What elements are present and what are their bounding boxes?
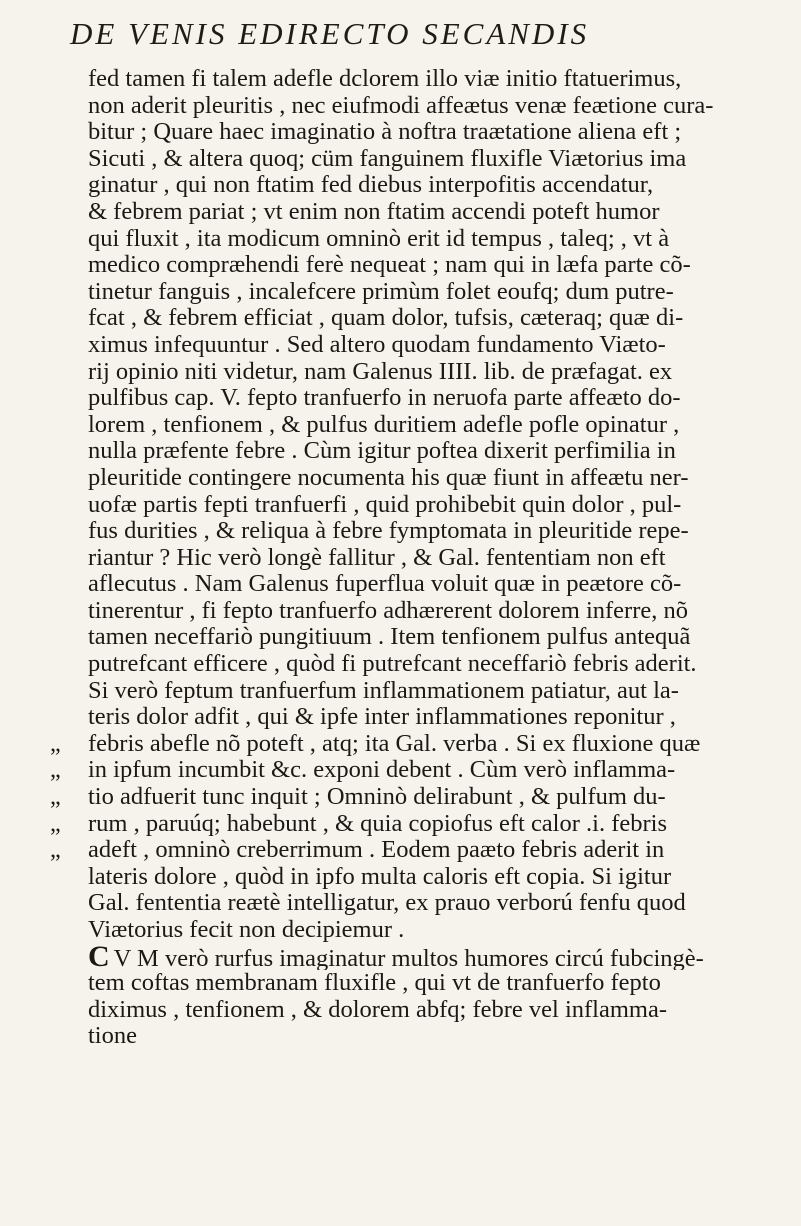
text-line xyxy=(36,305,798,332)
text-line xyxy=(36,651,798,678)
line-text: fcat , & febrem efficiat , quam dolor, tufsis, cæteraq; quæ di- xyxy=(88,305,684,332)
text-line xyxy=(36,970,798,997)
margin-quote-mark: „ xyxy=(50,837,61,864)
text-line xyxy=(36,545,798,572)
text-line xyxy=(36,199,798,226)
line-text: fus durities , & reliqua à febre fymptomata in pleuritide repe- xyxy=(88,518,689,545)
line-text: rum , paruúq; habebunt , & quia copiofus eft calor .i. febris xyxy=(88,810,667,837)
line-text: tinetur fanguis , incalefcere primùm folet eoufq; dum putre- xyxy=(88,278,674,305)
initial-letter: C xyxy=(88,943,110,971)
line-text: lateris dolore , quòd in ipfo multa caloris eft copia. Si igitur xyxy=(88,863,672,890)
line-text: putrefcant efficere , quòd fi putrefcant neceffariò febris aderit. xyxy=(88,651,697,678)
line-text: bitur ; Quare haec imaginatio à noftra traætatione aliena eft ; xyxy=(88,119,682,146)
line-text: nulla præfente febre . Cùm igitur poftea dixerit perfimilia in xyxy=(88,438,676,465)
text-line xyxy=(36,119,798,146)
line-text: riantur ? Hic verò longè fallitur , & Gal. fententiam non eft xyxy=(88,544,666,571)
text-line xyxy=(36,731,798,758)
line-text: Si verò feptum tranfuerfum inflammationem patiatur, aut la- xyxy=(88,677,679,704)
text-line xyxy=(36,624,798,651)
margin-quote-mark: „ xyxy=(50,730,61,757)
line-text: in ipfum incumbit &c. exponi debent . Cùm verò inflamma- xyxy=(88,757,676,784)
text-line xyxy=(36,837,798,864)
line-text: Sicuti , & altera quoq; cüm fanguinem fluxifle Viætorius ima xyxy=(88,145,687,172)
text-line xyxy=(36,332,798,359)
margin-quote-mark: „ xyxy=(50,810,61,837)
text-line xyxy=(36,678,798,705)
line-text: V M verò rurfus imaginatur multos humores circú fubcingè- xyxy=(113,944,704,971)
text-line xyxy=(36,226,798,253)
margin-quote-mark: „ xyxy=(50,784,61,811)
line-text: Gal. fententia reætè intelligatur, ex prauo verború fenfu quod xyxy=(88,890,686,917)
line-text: Viætorius fecit non decipiemur . xyxy=(88,917,405,943)
line-text: tinerentur , fi fepto tranfuerfo adhærerent dolorem inferre, nõ xyxy=(88,597,688,624)
line-text: aflecutus . Nam Galenus fuperflua voluit quæ in peætore cõ- xyxy=(88,571,682,598)
line-text: tione xyxy=(88,1023,137,1050)
line-text: tio adfuerit tunc inquit ; Omninò delirabunt , & pulfum du- xyxy=(88,784,666,811)
text-line xyxy=(36,172,798,199)
line-text: rij opinio niti videtur, nam Galenus IIII. lib. de præfagat. ex xyxy=(88,358,673,385)
line-text: ximus infequuntur . Sed altero quodam fundamento Viæto- xyxy=(88,331,666,358)
text-line xyxy=(36,385,798,412)
text-line xyxy=(36,571,798,598)
margin-quote-mark: „ xyxy=(50,757,61,784)
line-text: & febrem pariat ; vt enim non ftatim accendi poteft humor xyxy=(88,198,660,225)
text-line xyxy=(36,252,798,279)
text-line xyxy=(36,492,798,519)
text-line xyxy=(36,917,798,944)
text-line xyxy=(36,465,798,492)
text-line xyxy=(36,784,798,811)
line-text: qui fluxit , ita modicum omninò erit id tempus , taleq; , vt à xyxy=(88,225,670,252)
text-line xyxy=(36,864,798,891)
text-line xyxy=(36,359,798,386)
text-line xyxy=(36,704,798,731)
line-text: diximus , tenfionem , & dolorem abfq; febre vel inflamma- xyxy=(88,996,667,1023)
text-line xyxy=(36,93,798,120)
line-text: fed tamen fi talem adefle dclorem illo viæ initio ftatuerimus, xyxy=(88,66,682,92)
text-line xyxy=(36,890,798,917)
running-head: DE VENIS EDIRECTO SECANDIS xyxy=(70,16,590,51)
text-line xyxy=(36,518,798,545)
line-text: tem coftas membranam fluxifle , qui vt de tranfuerfo fepto xyxy=(88,970,661,997)
line-text: pleuritide contingere nocumenta his quæ fiunt in affeætu ner- xyxy=(88,464,689,491)
line-text: lorem , tenfionem , & pulfus duritiem adefle pofle opinatur , xyxy=(88,411,680,438)
text-line xyxy=(36,598,798,625)
text-line xyxy=(36,146,798,173)
line-text: ginatur , qui non ftatim fed diebus interpofitis accendatur, xyxy=(88,172,654,199)
text-line xyxy=(36,944,798,971)
text-line xyxy=(36,757,798,784)
line-text: febris abefle nõ poteft , atq; ita Gal. verba . Si ex fluxione quæ xyxy=(88,730,701,757)
line-text: medico compræhendi ferè nequeat ; nam qui in læfa parte cõ- xyxy=(88,252,691,279)
text-block xyxy=(36,66,798,1050)
text-line xyxy=(36,66,798,93)
text-line xyxy=(36,412,798,439)
line-text: pulfibus cap. V. fepto tranfuerfo in neruofa parte affeæto do- xyxy=(88,385,681,412)
text-line xyxy=(36,997,798,1024)
line-text: adeft , omninò creberrimum . Eodem paæto febris aderit in xyxy=(88,837,665,864)
line-text: tamen neceffariò pungitiuum . Item tenfionem pulfus antequã xyxy=(88,624,691,651)
line-text: non aderit pleuritis , nec eiufmodi affeætus venæ feætione cura- xyxy=(88,92,714,119)
line-text: uofæ partis fepti tranfuerfi , quid prohibebit quin dolor , pul- xyxy=(88,491,682,518)
line-text: teris dolor adfit , qui & ipfe inter inflammationes reponitur , xyxy=(88,704,676,731)
text-line xyxy=(36,438,798,465)
text-line xyxy=(36,811,798,838)
text-line xyxy=(36,279,798,306)
text-line xyxy=(36,1023,798,1050)
